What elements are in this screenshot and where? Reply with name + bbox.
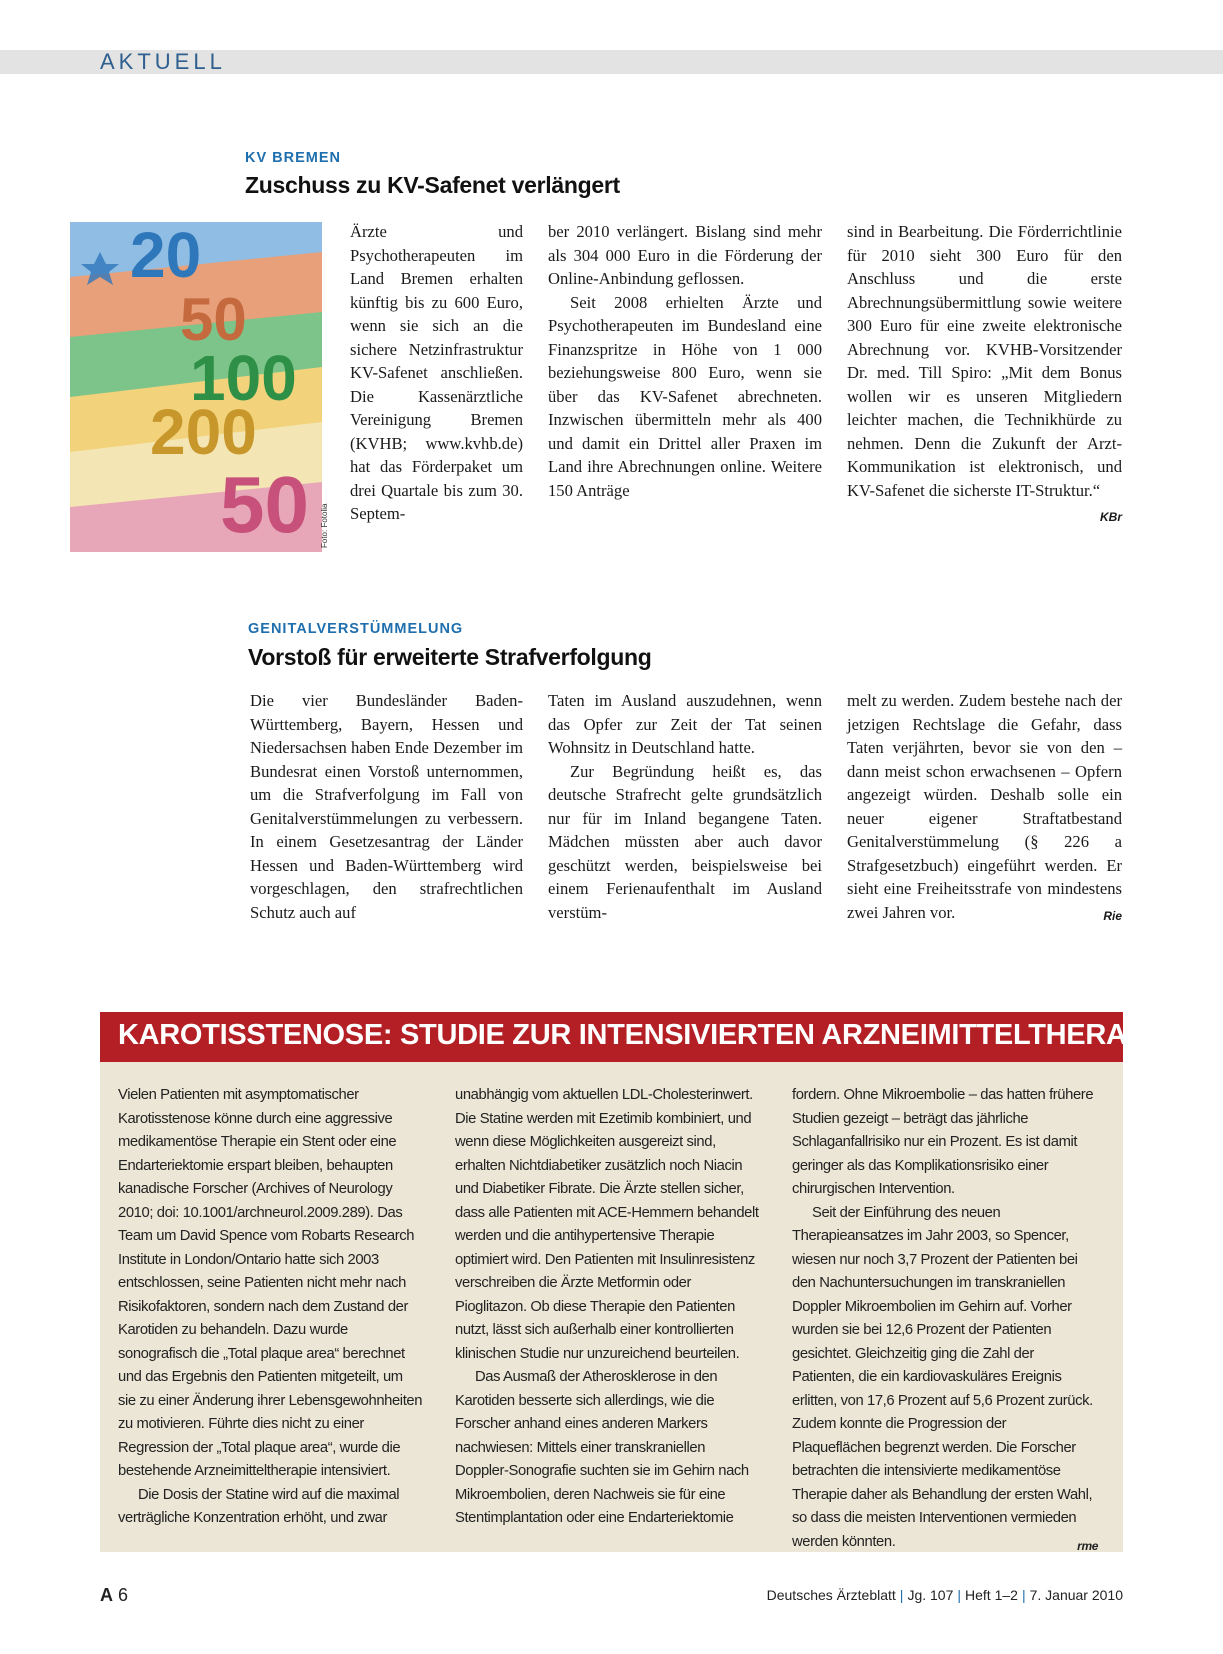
paragraph [847, 220, 1122, 524]
article2-column-1 [250, 689, 523, 924]
article1-column-3 [847, 220, 1122, 530]
photo-credit: Foto: Fotolia [320, 503, 329, 548]
section-label: AKTUELL [100, 49, 226, 74]
paragraph: Die vier Bundesländer Baden-Württemberg, Bayern, Hessen und Niedersachsen haben Ende Dezember im Bundesrat einen Vorstoß unternommen, um die Strafverfolgung im Fall von Genitalverstümmelungen zu verbessern. In einem Gesetzesantrag der Länder Hessen und Baden-Württemberg wird vorgeschlagen, den strafrechtlichen Schutz auch auf [250, 691, 523, 922]
paragraph [792, 1202, 1098, 1555]
article2-kicker: GENITALVERSTÜMMELUNG [248, 621, 464, 637]
paragraph-text: Seit der Einführung des neuen Therapieansatzes im Jahr 2003, so Spencer, wiesen nur noch 3,7 Prozent der Patienten bei den Nachuntersuchungen im transkraniellen Doppler Mikroembolien im Gehirn auf. Vorher wurden sie bei 12,6 Prozent der Patienten gesichtet. Gleichzeitig ging die Zahl der Patienten, die ein kardiovaskuläres Ereignis erlitten, von 17,6 Prozent auf 5,6 Prozent zurück. Zudem konnte die Progression der Plaqueflächen begrenzt werden. Die Forscher betrachten die intensivierte medikamentöse Therapie daher als Behandlung der ersten Wahl, so dass die meisten Interventionen vermieden werden könnten. [792, 1204, 1093, 1550]
article1-column-1 [350, 220, 523, 526]
svg-text:50: 50 [180, 286, 247, 353]
article2-column-2 [548, 689, 822, 924]
paragraph: Das Ausmaß der Atherosklerose in den Karotiden besserte sich allerdings, wie die Forscher anhand eines anderen Markers nachwiesen: Mittels einer transkraniellen Doppler-Sonografie suchten sie im Gehirn nach Mikroembolien, deren Nachweis sie für eine Stentimplantation oder eine Endarteriektomie [455, 1369, 749, 1526]
footer-citation: Deutsches Ärzteblatt | Jg. 107 | Heft 1–2 | 7. Januar 2010 [766, 1587, 1123, 1603]
paragraph-text: melt zu werden. Zudem bestehe nach der jetzigen Rechtslage die Gefahr, dass Taten verjährten, bevor sie von den – dann meist schon erwachsenen – Opfern angezeigt würden. Deshalb solle ein neuer eigener Straftatbestand Genitalverstümmelung (§ 226 a Strafgesetzbuch) eingeführt werden. Er sieht eine Freiheitsstrafe von mindestens zwei Jahren vor. [847, 691, 1122, 922]
paragraph: Ärzte und Psychotherapeuten im Land Bremen erhalten künftig bis zu 600 Euro, wenn sie sich an die sichere Netzinfrastruktur KV-Safenet anschließen. Die Kassenärztliche Vereinigung Bremen (KVHB; www.kvhb.de) hat das Förderpaket um drei Quartale bis zum 30. Septem- [350, 222, 523, 523]
svg-text:20: 20 [130, 222, 202, 291]
info-box-title: KAROTISSTENOSE: STUDIE ZUR INTENSIVIERTEN ARZNEIMITTELTHERAPIE [118, 1019, 1173, 1051]
box-column-3 [792, 1084, 1098, 1558]
paragraph: ber 2010 verlängert. Bislang sind mehr als 304 000 Euro in die Förderung der Online-Anbindung geflossen. [548, 222, 822, 288]
svg-text:200: 200 [150, 396, 257, 468]
box-column-1 [118, 1084, 424, 1531]
paragraph: Vielen Patienten mit asymptomatischer Karotisstenose könne durch eine aggressive medikamentöse Therapie ein Stent oder eine Endarteriektomie erspart bleiben, behaupten kanadische Forscher (Archives of Neurology 2010; doi: 10.1001/archneurol.2009.289). Das Team um David Spence vom Robarts Research Institute in London/Ontario hatte sich 2003 entschlossen, seine Patienten nicht mehr nach Risikofaktoren, sondern nach dem Zustand der Karotiden zu behandeln. Dazu wurde sonografisch die „Total plaque area“ berechnet und das Ergebnis den Patienten mitgeteilt, um sie zu einer Änderung ihrer Lebensgewohnheiten zu motivieren. Führte dies nicht zu einer Regression der „Total plaque area“, wurde die bestehende Arzneimitteltherapie intensiviert. [118, 1087, 423, 1479]
page-number-value: 6 [118, 1585, 129, 1605]
paragraph: fordern. Ohne Mikroembolie – das hatten frühere Studien gezeigt – beträgt das jährliche Schlaganfallrisiko nur ein Prozent. Es ist damit geringer als das Komplikationsrisiko einer chirurgischen Intervention. [792, 1087, 1094, 1197]
paragraph: Taten im Ausland auszudehnen, wenn das Opfer zur Zeit der Tat seinen Wohnsitz in Deutschland hatte. [548, 691, 822, 757]
paragraph: Die Dosis der Statine wird auf die maximal verträgliche Konzentration erhöht, und zwar [118, 1486, 400, 1526]
paragraph: unabhängig vom aktuellen LDL-Cholesterinwert. Die Statine werden mit Ezetimib kombiniert, und wenn diese Möglichkeiten ausgereizt sind, erhalten Nichtdiabetiker zusätzlich noch Niacin und Diabetiker Fibrate. Die Ärzte stellen sicher, dass alle Patienten mit ACE-Hemmern behandelt werden und die antihypertensive Therapie optimiert wird. Den Patienten mit Insulinresistenz verschreiben die Ärzte Metformin oder Pioglitazon. Ob diese Therapie den Patienten nutzt, lässt sich außerhalb einer kontrollierten klinischen Studie nur unzureichend beurteilen. [455, 1087, 759, 1362]
article1-title: Zuschuss zu KV-Safenet verlängert [245, 172, 620, 198]
journal-date: 7. Januar 2010 [1029, 1587, 1123, 1603]
paragraph [847, 689, 1122, 924]
paragraph: Seit 2008 erhielten Ärzte und Psychotherapeuten im Bundesland eine Finanzspritze in Höhe von 1 000 beziehungsweise 800 Euro, wenn sie über das KV-Safenet abrechneten. Inzwischen übermitteln mehr als 400 und damit ein Drittel aller Praxen im Land ihre Abrechnungen online. Weitere 150 Anträge [548, 292, 822, 500]
euro-banknotes-photo [70, 222, 322, 552]
journal-volume: Jg. 107 [907, 1587, 954, 1603]
journal-name: Deutsches Ärzteblatt [766, 1587, 896, 1603]
paragraph-text: sind in Bearbeitung. Die Förderrichtlinie für 2010 sieht 300 Euro für den Anschluss und die erste Abrechnungsübermittlung sowie weitere 300 Euro für eine zweite elektronische Abrechnung vor. KVHB-Vorsitzender Dr. med. Till Spiro: „Mit dem Bonus wollen wir es unseren Mitgliedern leichter machen, die Technikhürde zu nehmen. Denn die Zukunft der Arzt-Kommunikation ist elektronisch, und KV-Safenet die sicherste IT-Struktur.“ [847, 222, 1122, 500]
author-initials: Rie [1103, 908, 1122, 923]
box-column-2 [455, 1084, 761, 1531]
author-initials: rme [1077, 1538, 1098, 1553]
article1-column-2 [548, 220, 822, 502]
article2-title: Vorstoß für erweiterte Strafverfolgung [248, 644, 652, 670]
journal-issue: Heft 1–2 [965, 1587, 1018, 1603]
paragraph: Zur Begründung heißt es, das deutsche Strafrecht gelte grundsätzlich nur für im Inland begangene Taten. Mädchen müssten aber auch davor geschützt werden, beispielsweise bei einem Ferienaufenthalt im Ausland verstüm- [548, 761, 822, 922]
author-initials: KBr [1099, 510, 1122, 524]
article2-column-3 [847, 689, 1122, 928]
article1-kicker: KV BREMEN [245, 150, 342, 166]
page-letter: A [100, 1585, 113, 1605]
page-number [100, 1585, 128, 1606]
svg-text:50: 50 [220, 460, 309, 549]
svg-text:100: 100 [190, 342, 297, 414]
